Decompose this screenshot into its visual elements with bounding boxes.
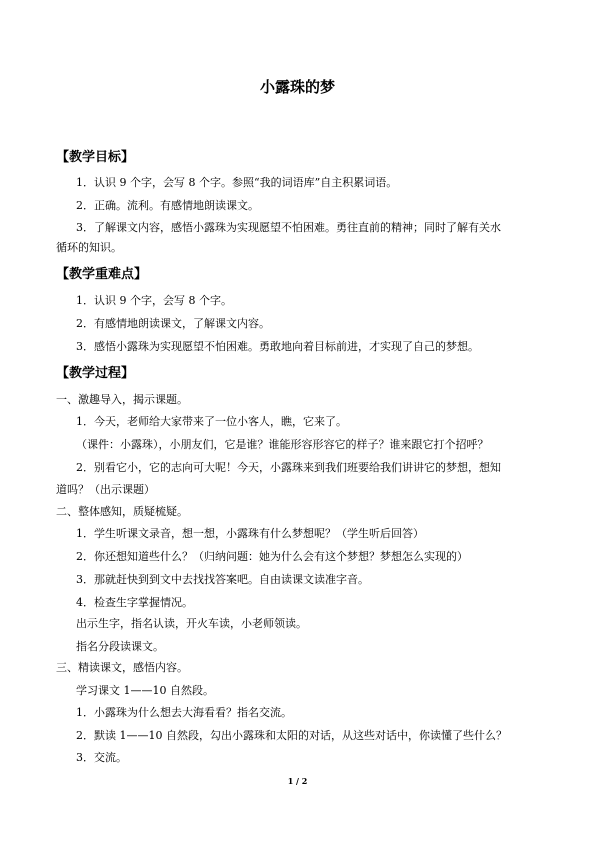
process-line: 4．检查生字掌握情况。 bbox=[76, 596, 193, 609]
key-point-2: 2．有感情地朗读课文，了解课文内容。 bbox=[76, 317, 270, 330]
goal-item-3-continued: 循环的知识。 bbox=[56, 241, 122, 254]
process-line: 3．交流。 bbox=[76, 751, 127, 764]
process-line: 二、整体感知，质疑梳疑。 bbox=[56, 505, 188, 518]
process-line: 2．你还想知道些什么？（归纳问题：她为什么会有这个梦想？梦想怎么实现的） bbox=[76, 550, 468, 563]
process-line: 道吗？（出示课题） bbox=[56, 483, 155, 496]
goal-item-2: 2．正确。流利。有感情地朗读课文。 bbox=[76, 199, 259, 212]
process-line: 出示生字，指名认读，开火车读，小老师领读。 bbox=[76, 617, 307, 630]
process-line: 1．小露珠为什么想去大海看看？指名交流。 bbox=[76, 706, 292, 719]
process-line: 3．那就赶快到到文中去找找答案吧。自由读课文读准字音。 bbox=[76, 573, 369, 586]
process-line: 一、激趣导入，揭示课题。 bbox=[56, 393, 188, 406]
process-line: 学习课文 1——10 自然段。 bbox=[76, 684, 214, 697]
process-line: 2．别看它小，它的志向可大呢！今天，小露珠来到我们班要给我们讲讲它的梦想，想知 bbox=[76, 461, 501, 474]
process-line: 1．学生听课文录音，想一想，小露珠有什么梦想呢？（学生听后回答） bbox=[76, 527, 424, 540]
goal-item-1: 1．认识 9 个字，会写 8 个字。参照“我的词语库”自主积累词语。 bbox=[76, 176, 398, 189]
key-point-1: 1．认识 9 个字，会写 8 个字。 bbox=[76, 294, 232, 307]
process-line: （课件：小露珠），小朋友们，它是谁？谁能形容形容它的样子？谁来跟它打个招呼？ bbox=[76, 438, 489, 451]
process-line: 2．默读 1——10 自然段，勾出小露珠和太阳的对话，从这些对话中，你读懂了些什么？ bbox=[76, 729, 507, 742]
process-line: 指名分段读课文。 bbox=[76, 640, 164, 653]
page-title: 小露珠的梦 bbox=[259, 78, 335, 96]
key-point-3: 3．感悟小露珠为实现愿望不怕困难。勇敢地向着目标前进，才实现了自己的梦想。 bbox=[76, 340, 479, 353]
section-heading-key-points: 【教学重难点】 bbox=[56, 267, 148, 282]
section-heading-goals: 【教学目标】 bbox=[56, 150, 135, 165]
goal-item-3: 3．了解课文内容，感悟小露珠为实现愿望不怕困难。勇往直前的精神；同时了解有关水 bbox=[76, 221, 501, 234]
process-line: 1．今天，老师给大家带来了一位小客人，瞧，它来了。 bbox=[76, 415, 347, 428]
process-line: 三、精读课文，感悟内容。 bbox=[56, 661, 188, 674]
section-heading-process: 【教学过程】 bbox=[56, 366, 135, 381]
page-number: 1 / 2 bbox=[287, 776, 308, 786]
